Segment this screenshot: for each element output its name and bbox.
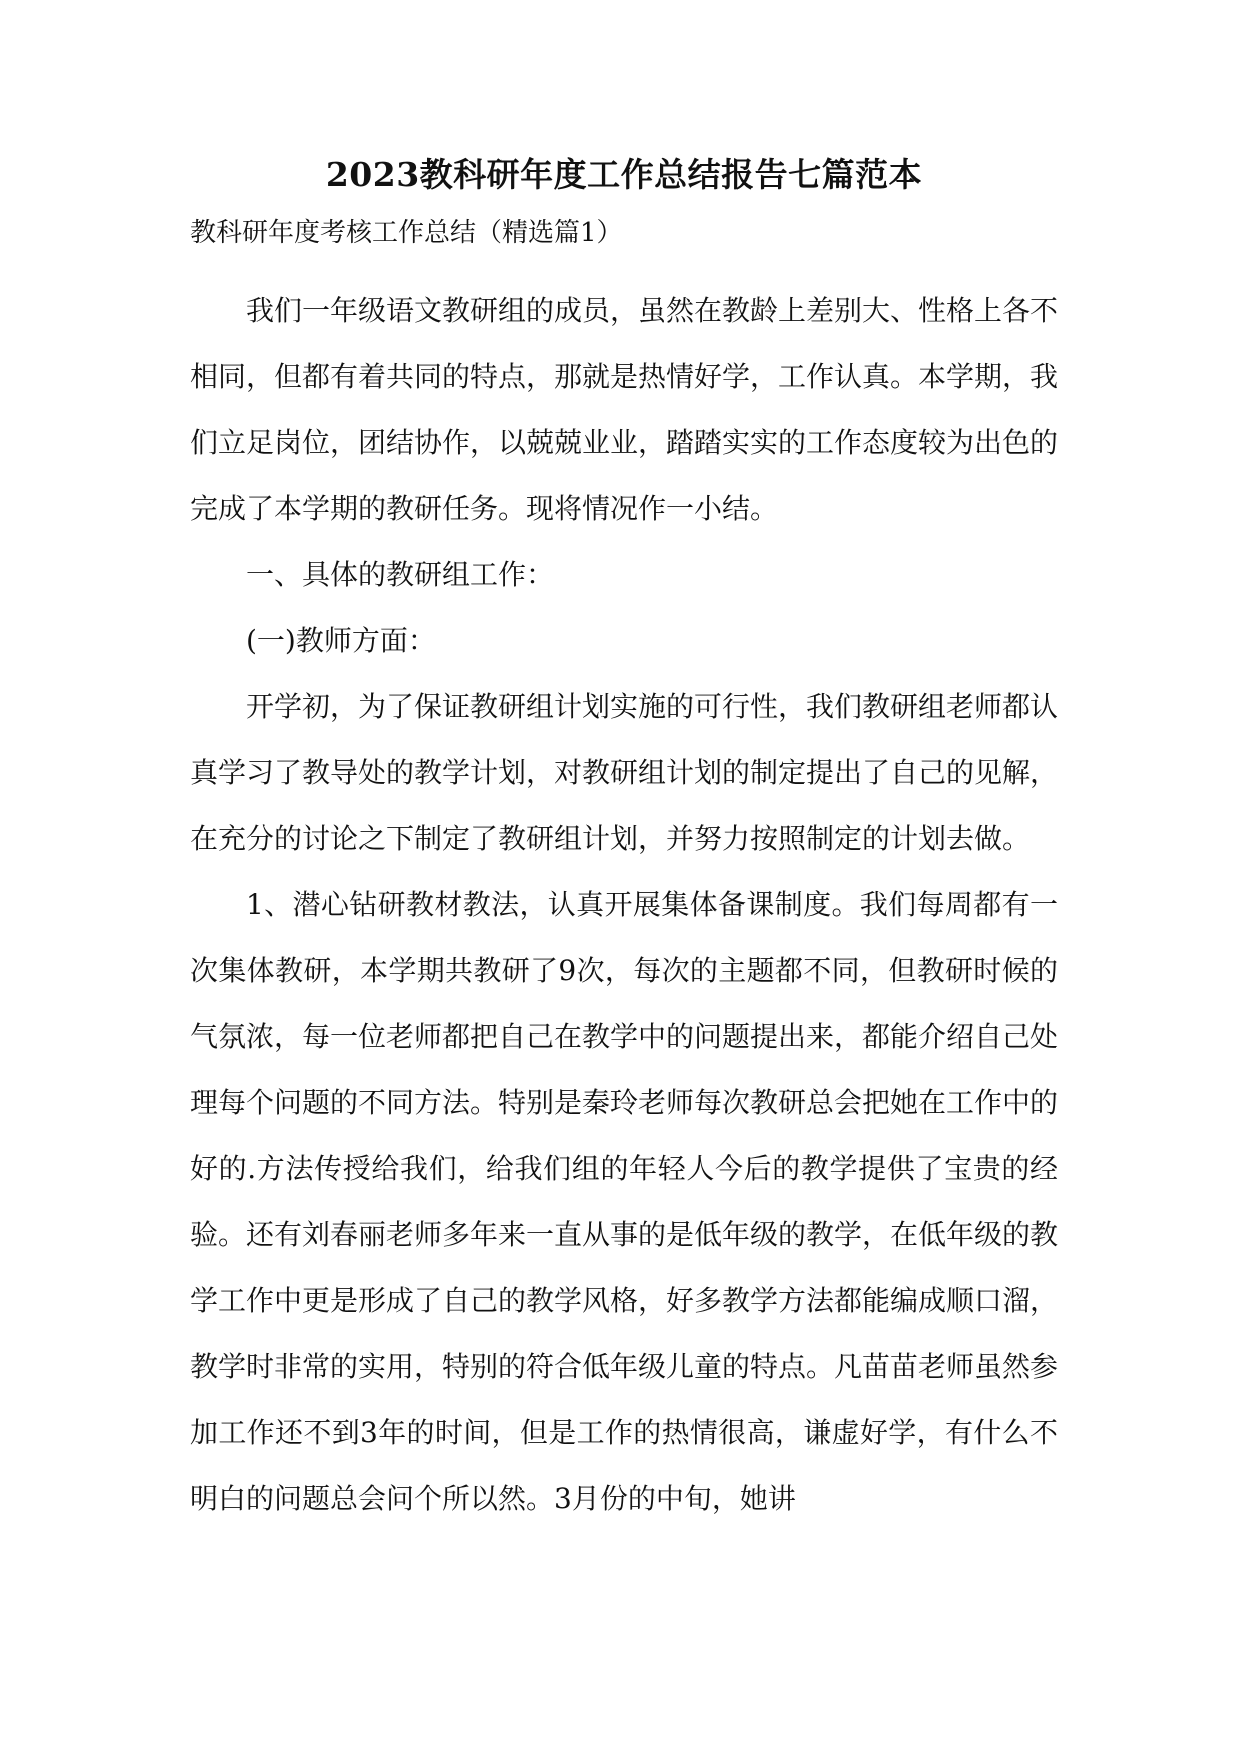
document-title: 2023教科研年度工作总结报告七篇范本	[325, 155, 923, 194]
subsection-heading: (一)教师方面：	[246, 624, 436, 657]
section-heading: 一、具体的教研组工作：	[246, 558, 555, 591]
document-body	[190, 155, 1058, 1532]
document-subtitle: 教科研年度考核工作总结（精选篇1）	[190, 218, 623, 248]
paragraph-item-1: 1、潜心钻研教材教法，认真开展集体备课制度。我们每周都有一次集体教研，本学期共教研了9次，每次的主题都不同，但教研时候的气氛浓，每一位老师都把自己在教学中的问题提出来，都能介绍自己处理每个问题的不同方法。特别是秦玲老师每次教研总会把她在工作中的好的.方法传授给我们，给我们组的年轻人今后的教学提供了宝贵的经验。还有刘春丽老师多年来一直从事的是低年级的教学，在低年级的教学工作中更是形成了自己的教学风格，好多教学方法都能编成顺口溜，教学时非常的实用，特别的符合低年级儿童的特点。凡苗苗老师虽然参加工作还不到3年的时间，但是工作的热情很高，谦虚好学，有什么不明白的问题总会问个所以然。3月份的中旬，她讲	[190, 888, 1059, 1515]
paragraph-plan: 开学初，为了保证教研组计划实施的可行性，我们教研组老师都认真学习了教导处的教学计划，对教研组计划的制定提出了自己的见解，在充分的讨论之下制定了教研组计划，并努力按照制定的计划去做。	[190, 690, 1059, 855]
paragraph-intro: 我们一年级语文教研组的成员，虽然在教龄上差别大、性格上各不相同，但都有着共同的特点，那就是热情好学，工作认真。本学期，我们立足岗位，团结协作，以兢兢业业，踏踏实实的工作态度较为出色的完成了本学期的教研任务。现将情况作一小结。	[190, 294, 1059, 525]
